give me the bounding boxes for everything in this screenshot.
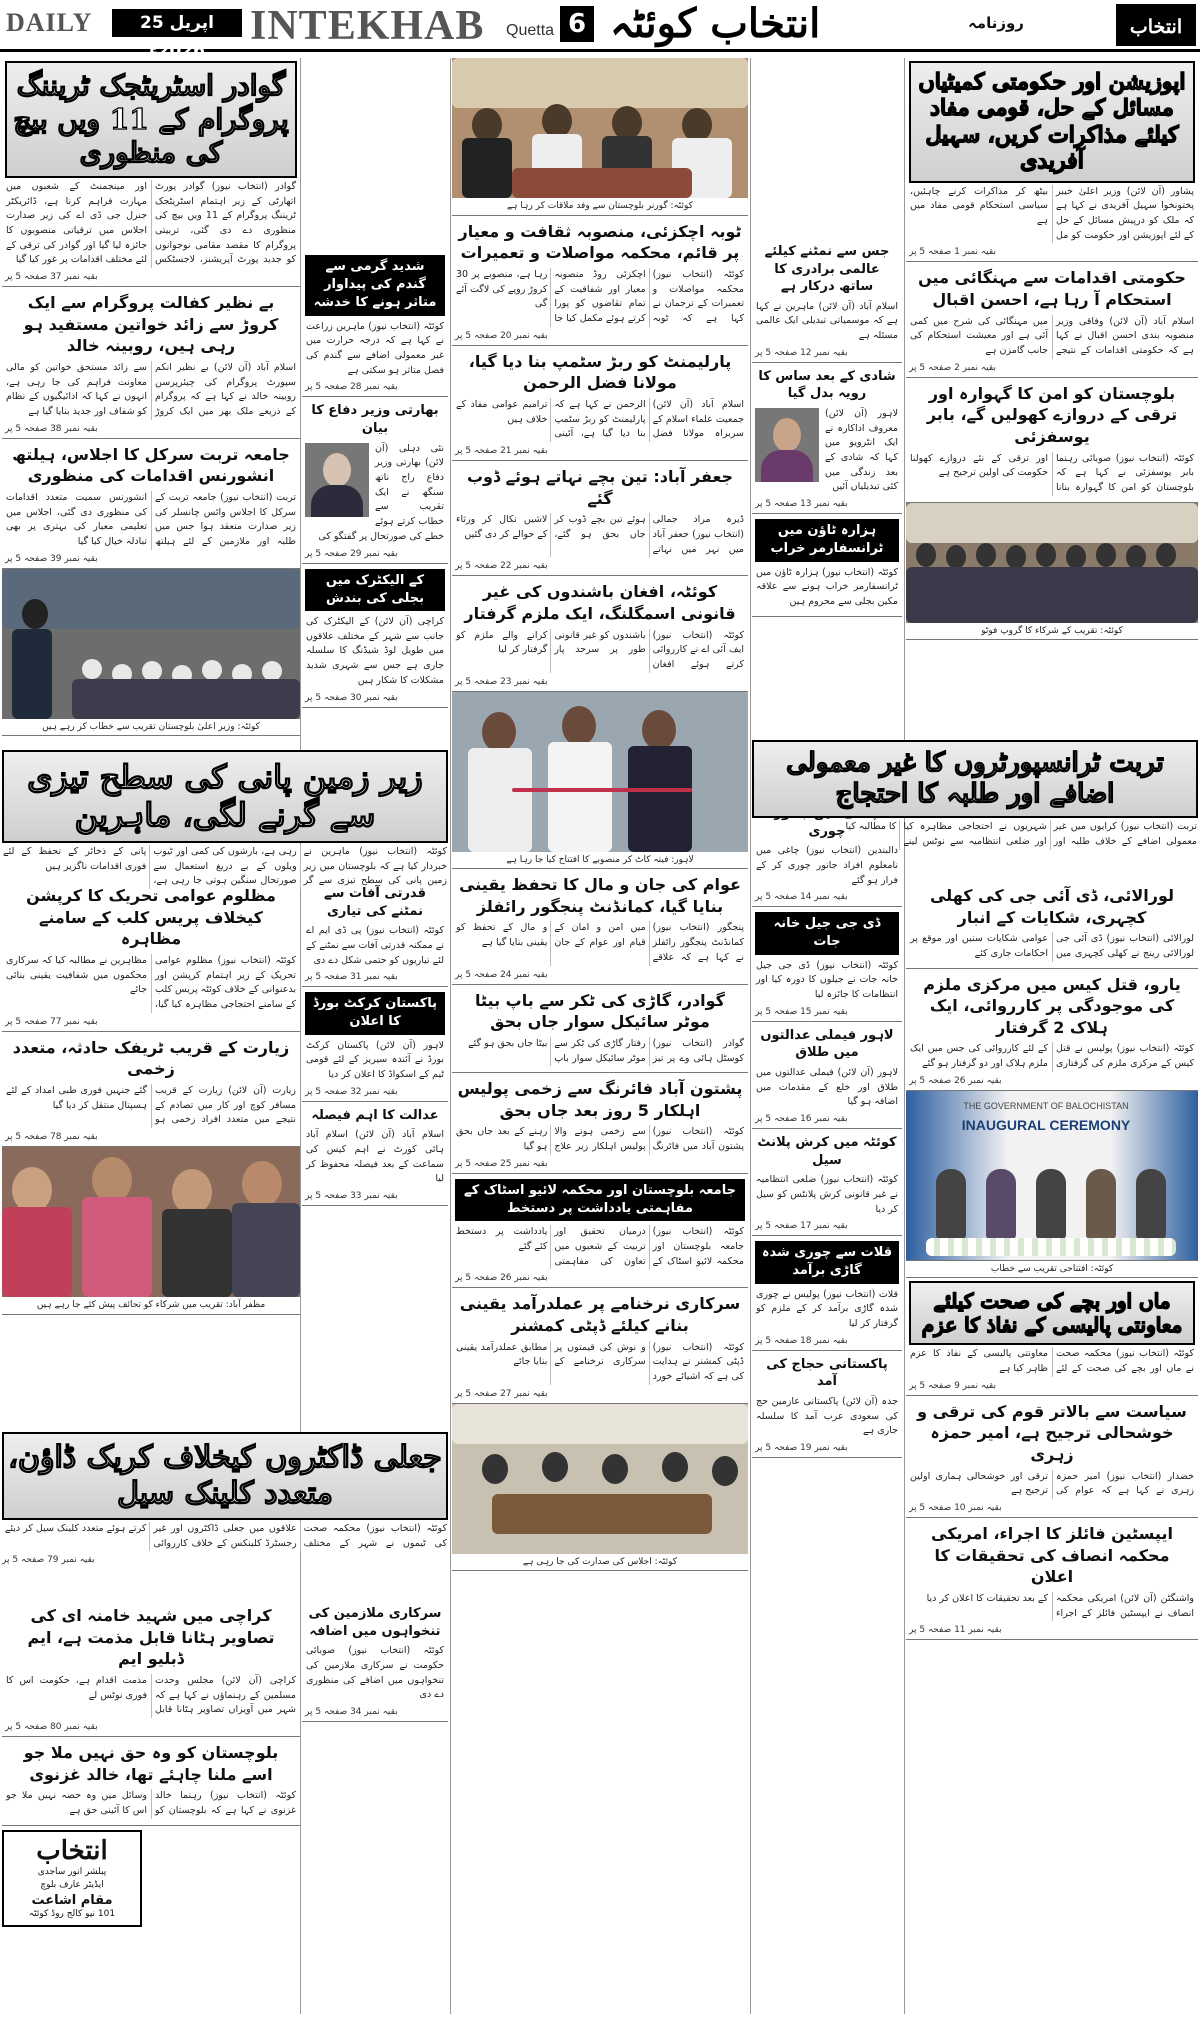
inaugural-text: INAUGURAL CEREMONY — [961, 1116, 1131, 1133]
continued-ref: بقیہ نمبر 23 صفحہ 5 پر — [455, 676, 548, 687]
news-story — [752, 238, 902, 363]
imprint-logo: انتخاب — [36, 1835, 108, 1866]
continued-ref: بقیہ نمبر 24 صفحہ 5 پر — [455, 969, 548, 980]
story-headline: بلوچستان کو امن کا گہوارہ اور ترقی کے دروازے کھولیں گے، بابر یوسفزئی — [926, 383, 1178, 446]
person — [986, 1169, 1016, 1239]
story-headline: جعفر آباد: تین بچے نہاتے ہوئے ڈوب گئے — [466, 467, 734, 508]
photo-caption: لاہور: فیتہ کاٹ کر منصوبے کا افتتاح کیا جا رہا ہے — [452, 852, 748, 870]
news-story — [752, 1351, 902, 1458]
story-body: قلات (انتخاب نیوز) پولیس نے چوری شدہ گاڑی برآمد کر کے ملزم کو گرفتار کر لیا — [756, 1288, 898, 1330]
person — [1036, 1169, 1066, 1239]
imprint-place-label: مقام اشاعت — [31, 1892, 113, 1908]
news-story — [906, 1278, 1198, 1395]
continued-ref: بقیہ نمبر 10 صفحہ 5 پر — [909, 1503, 1002, 1514]
photo-caption: کوئٹہ: وزیر اعلیٰ بلوچستان تقریب سے خطاب کر رہے ہیں — [2, 719, 300, 737]
continued-ref: بقیہ نمبر 9 صفحہ 5 پر — [909, 1380, 996, 1391]
story-headline: ہزارہ ٹاؤن میں ٹرانسفارمر خراب — [755, 519, 899, 561]
continued-ref: بقیہ نمبر 29 صفحہ 5 پر — [305, 548, 398, 559]
continued-ref: بقیہ نمبر 80 صفحہ 5 پر — [5, 1721, 98, 1732]
story-headline: گوادر اسٹریٹجک ٹریننگ پروگرام کے 11 ویں بیچ کی منظوری — [5, 61, 297, 178]
story-headline: ماں اور بچے کی صحت کیلئے معاونتی پالیسی کے نفاذ کا عزم — [909, 1281, 1195, 1345]
news-story — [906, 1518, 1198, 1640]
banner-body: کوئٹہ (انتخاب نیوز) ماہرین نے خبردار کیا ہے کہ بلوچستان میں زیر زمین پانی کی سطح تیزی سے گر رہی ہے، بارشوں کی کمی اور ٹیوب ویلوں کے بے دریغ استعمال سے صورتحال سنگین ہوتی جا رہی ہے، پانی کے ذخائر کے تحفظ کے لئے فوری اقدامات ناگزیر ہیں — [3, 845, 447, 887]
news-story — [906, 262, 1198, 377]
story-body: واشنگٹن (آن لائن) امریکی محکمہ انصاف نے ایپسٹین فائلز کے اجراء کے بعد تحقیقات کا اعلان کر دیا — [926, 1592, 1194, 1619]
story-body: کوئٹہ (انتخاب نیوز) ضلعی انتظامیہ نے غیر قانونی کرش پلانٹس کو سیل کر دیا — [756, 1174, 898, 1215]
story-body: گوادر (انتخاب نیوز) گوادر پورٹ اتھارٹی کے زیر اہتمام اسٹریٹجک ٹریننگ پروگرام کے 11 ویں بیچ کی منظوری دے دی گئی، تربیتی پروگرام کا مقصد مقامی نوجوانوں کو جدید پورٹ آپریشنز، لاجسٹکس اور مینجمنٹ کے شعبوں میں مہارت فراہم کرنا ہے، ڈائریکٹر جنرل جی ڈی اے کی زیر صدارت اجلاس میں ترقیاتی منصوبوں کا جائزہ لیا گیا اور گوادر کی ترقی کے لئے مختلف اقدامات پر غور کیا گیا — [6, 180, 296, 266]
masthead-city: Quetta — [506, 22, 555, 39]
news-photo — [452, 58, 748, 198]
story-body: لاہور (آن لائن) فیملی عدالتوں میں طلاق اور خلع کے مقدمات میں اضافہ ہو گیا — [756, 1066, 898, 1108]
imprint-box — [2, 1830, 142, 1928]
continued-ref: بقیہ نمبر 37 صفحہ 5 پر — [5, 272, 98, 283]
story-headline: چوری — [808, 823, 846, 839]
news-story — [2, 1737, 300, 1826]
story-headline: بے نظیر کفالت پروگرام سے ایک کروڑ سے زائد خواتین مستفید ہو رہی ہیں، روبینہ خالد — [23, 293, 279, 356]
continued-ref: بقیہ نمبر 14 صفحہ 5 پر — [755, 892, 848, 903]
continued-ref: بقیہ نمبر 78 صفحہ 5 پر — [5, 1132, 98, 1142]
continued-ref: بقیہ نمبر 20 صفحہ 5 پر — [455, 330, 548, 341]
news-story — [2, 58, 300, 287]
news-story — [2, 1600, 300, 1737]
story-headline: پارلیمنٹ کو ربڑ سٹمپ بنا دیا گیا، مولانا فضل الرحمن — [468, 351, 732, 393]
news-photo — [906, 503, 1198, 623]
continued-ref: بقیہ نمبر 39 صفحہ 5 پر — [5, 553, 98, 564]
story-body: کوئٹہ (انتخاب نیوز) ماہرین زراعت نے کہا ہے کہ درجہ حرارت میں غیر معمولی اضافے سے گندم کی فصل متاثر ہو سکتی ہے — [306, 320, 444, 376]
news-story — [302, 250, 448, 397]
imprint-address: 101 نیو کالج روڈ کوئٹہ — [28, 1908, 116, 1919]
continued-ref: بقیہ نمبر 15 صفحہ 5 پر — [755, 1006, 848, 1017]
continued-ref: بقیہ نمبر 13 صفحہ 5 پر — [755, 499, 848, 510]
news-story — [452, 1288, 748, 1403]
banner-headline: جعلی ڈاکٹروں کیخلاف کریک ڈاؤن، متعدد کلینک سیل — [2, 1432, 448, 1520]
news-story — [752, 1022, 902, 1129]
story-headline: سرکاری نرخنامے پر عملدرآمد یقینی بنانے کیلئے ڈپٹی کمشنر — [459, 1294, 741, 1335]
story-body: کوئٹہ (انتخاب نیوز) پولیس نے قتل کیس کے مرکزی ملزم کی گرفتاری کے لئے کارروائی کی جس میں ایک ملزم ہلاک اور دو گرفتار ہو گئے — [910, 1043, 1194, 1070]
news-story — [906, 880, 1198, 969]
story-body: اسلام آباد (آن لائن) جمعیت علماء اسلام کے سربراہ مولانا فضل الرحمن نے کہا ہے کہ پارلیمنٹ کو ربڑ سٹمپ بنا دیا گیا ہے، آئینی ترامیم عوامی مفاد کے خلاف ہیں — [456, 398, 744, 440]
story-body: لورالائی (انتخاب نیوز) ڈی آئی جی لورالائی رینج نے کھلی کچہری میں عوامی شکایات سنیں اور موقع پر احکامات جاری کئے — [910, 933, 1194, 959]
story-body: کوئٹہ (انتخاب نیوز) پشتون آباد میں فائرنگ سے زخمی ہونے والا پولیس اہلکار زیر علاج رہنے کے بعد جاں بحق ہو گیا — [456, 1126, 744, 1153]
news-photo — [2, 1147, 300, 1297]
story-body: گوادر (انتخاب نیوز) کوسٹل ہائی وے پر تیز رفتار گاڑی کی ٹکر سے موٹر سائیکل سوار باپ بیٹا جاں بحق ہو گئے — [468, 1037, 744, 1064]
banner-body: تربت (انتخاب نیوز) کرایوں میں غیر معمولی اضافے کے خلاف طلبہ اور شہریوں نے احتجاجی مظاہرہ کیا اور ضلعی انتظامیہ سے نوٹس لینے کا مطالبہ کیا — [845, 821, 1197, 848]
story-headline: قدرتی آفات سے نمٹنے کی تیاری — [324, 886, 426, 919]
imprint-editor: ایڈیٹر عارف بلوچ — [40, 1880, 104, 1891]
story-headline: کوئٹہ میں کرش پلانٹ سیل — [757, 1135, 897, 1168]
story-headline: عدالت کا اہم فیصلہ — [311, 1107, 439, 1123]
masthead-title-urdu: انتخاب کوئٹہ — [610, 0, 821, 47]
continued-ref: بقیہ نمبر 2 صفحہ 5 پر — [909, 362, 996, 373]
story-headline: عوام کی جان و مال کا تحفظ یقینی بنایا گیا، کمانڈنٹ پنجگور رائفلز — [459, 875, 741, 916]
column-4-lower — [752, 800, 902, 2010]
story-headline: یارو، قتل کیس میں مرکزی ملزم کی موجودگی پر کارروائی، ایک ہلاک 2 گرفتار — [923, 974, 1181, 1037]
story-body: کوئٹہ (انتخاب نیوز) صوبائی حکومت نے سرکاری ملازمین کی تنخواہوں میں اضافے کی منظوری دے دی — [306, 1645, 444, 1701]
continued-ref: بقیہ نمبر 25 صفحہ 5 پر — [455, 1158, 548, 1169]
story-body: کوئٹہ (انتخاب نیوز) ڈپٹی کمشنر نے ہدایت کی ہے کہ اشیائے خورد و نوش کی قیمتوں پر سرکاری نرخنامے کے مطابق عملدرآمد یقینی بنایا جائے — [456, 1341, 744, 1383]
story-headline: زیارت کے قریب ٹریفک حادثہ، متعدد زخمی — [12, 1037, 290, 1079]
story-headline: ڈی جی جیل خانہ جات — [755, 912, 899, 954]
story-body: کوئٹہ (انتخاب نیوز) ایف آئی اے نے کارروائی کرتے ہوئے افغان باشندوں کو غیر قانونی طور پر سرحد پار کرانے والے ملزم کو گرفتار کر لیا — [456, 629, 744, 670]
news-story — [302, 987, 448, 1102]
story-headline: بلوچستان کو وہ حق نہیں ملا جو اسے ملنا چاہئے تھا، خالد غزنوی — [23, 1742, 279, 1784]
person-photo — [305, 443, 369, 517]
photo-caption: کوئٹہ: افتتاحی تقریب سے خطاب — [906, 1261, 1198, 1279]
continued-ref: بقیہ نمبر 38 صفحہ 5 پر — [5, 423, 98, 434]
story-headline: پاکستان کرکٹ بورڈ کا اعلان — [305, 992, 445, 1034]
story-headline: سرکاری ملازمین کی تنخواہوں میں اضافہ — [308, 1606, 442, 1639]
story-headline: جامعہ بلوچستان اور محکمہ لائیو اسٹاک کے مفاہمتی یادداشت پر دستخط — [455, 1179, 745, 1221]
continued-ref: بقیہ نمبر 21 صفحہ 5 پر — [455, 446, 548, 456]
column-5-lower — [906, 880, 1198, 1640]
news-story — [452, 869, 748, 984]
column-1-lower — [2, 880, 300, 1315]
story-body: کوئٹہ (انتخاب نیوز) محکمہ صحت نے ماں اور بچے کی صحت کے لئے معاونتی پالیسی کے نفاذ کا عزم ظاہر کیا ہے — [910, 1348, 1194, 1375]
story-body: دالبندین (انتخاب نیوز) چاغی میں نامعلوم افراد جانور چوری کر کے فرار ہو گئے — [756, 845, 898, 886]
news-story — [302, 564, 448, 708]
continued-ref: بقیہ نمبر 22 صفحہ 5 پر — [455, 561, 548, 572]
news-story — [302, 397, 448, 563]
continued-ref: بقیہ نمبر 32 صفحہ 5 پر — [305, 1086, 398, 1097]
photo-caption: مظفر آباد: تقریب میں شرکاء کو تحائف پیش کئے جا رہے ہیں — [2, 1297, 300, 1315]
column-rule — [904, 58, 905, 2014]
news-story — [2, 880, 300, 1032]
continued-ref: بقیہ نمبر 33 صفحہ 5 پر — [305, 1191, 398, 1202]
story-headline: ایپسٹین فائلز کا اجراء، امریکی محکمہ انصاف کی تحقیقات کا اعلان — [931, 1524, 1173, 1587]
story-headline: کوئٹہ، افغان باشندوں کی غیر قانونی اسمگلنگ، ایک ملزم گرفتار — [464, 582, 736, 623]
continued-ref: بقیہ نمبر 27 صفحہ 5 پر — [455, 1388, 548, 1399]
news-story — [752, 1129, 902, 1236]
story-body: اسلام آباد (آن لائن) بے نظیر انکم سپورٹ پروگرام کی چیئرپرسن روبینہ خالد نے کہا ہے کہ پروگرام کے ذریعے ملک بھر میں ایک کروڑ سے زائد مستحق خواتین کو مالی معاونت فراہم کی جا رہی ہے، انہوں نے کہا کہ ادائیگیوں کے نظام کو شفاف اور جدید بنایا گیا ہے — [6, 361, 296, 418]
story-body: کوئٹہ (انتخاب نیوز) محکمہ مواصلات و تعمیرات کے ترجمان نے کہا ہے کہ ٹوبہ اچکزئی روڈ منصوبہ معیار اور شفافیت کے تمام تقاضوں کو پورا کرتے ہوئے مکمل کیا جا رہا ہے، منصوبے پر 30 کروڑ روپے کی لاگت آئے گی — [456, 268, 744, 324]
continued-ref: بقیہ نمبر 18 صفحہ 5 پر — [755, 1335, 848, 1346]
banner-headline: زیر زمین پانی کی سطح تیزی سے گرنے لگی، ماہرین — [2, 750, 448, 843]
news-story — [2, 287, 300, 439]
news-story — [2, 1032, 300, 1147]
story-headline: لورالائی، ڈی آئی جی کی کھلی کچہری، شکایات کے انبار — [929, 886, 1175, 927]
flowers — [926, 1238, 1176, 1256]
news-story — [906, 969, 1198, 1091]
masthead-logo — [1116, 4, 1196, 46]
continued-ref: بقیہ نمبر 34 صفحہ 5 پر — [305, 1706, 398, 1717]
story-headline: جس سے نمٹنے کیلئے عالمی برادری کا ساتھ درکار ہے — [764, 244, 890, 295]
story-body: لاہور (آن لائن) پاکستان کرکٹ بورڈ نے آئندہ سیریز کے لئے قومی ٹیم کے اسکواڈ کا اعلان کر دیا — [306, 1039, 444, 1081]
continued-ref: بقیہ نمبر 26 صفحہ 5 پر — [909, 1075, 1002, 1086]
continued-ref: بقیہ نمبر 11 صفحہ 5 پر — [909, 1625, 1002, 1636]
story-body: اسلام آباد (آن لائن) اسلام آباد ہائی کورٹ نے اہم کیس کی سماعت کے بعد فیصلہ محفوظ کر لیا — [306, 1129, 444, 1185]
continued-ref: بقیہ نمبر 28 صفحہ 5 پر — [305, 382, 398, 393]
person — [1086, 1169, 1116, 1239]
column-rule — [450, 58, 451, 2014]
news-story — [752, 1236, 902, 1351]
person-photo — [755, 408, 819, 482]
person — [936, 1169, 966, 1239]
news-story — [452, 985, 748, 1074]
masthead-date: 25 اپریل 2026ء — [112, 9, 242, 37]
continued-ref: بقیہ نمبر 17 صفحہ 5 پر — [755, 1221, 848, 1232]
news-story — [452, 461, 748, 576]
banner-story-2 — [2, 1432, 448, 1565]
story-body: ڈیرہ مراد جمالی (انتخاب نیوز) جعفر آباد میں نہر میں نہاتے ہوئے تین بچے ڈوب کر جاں بحق ہو گئے، لاشیں نکال کر ورثاء کے حوالے کر دی گئیں — [456, 514, 744, 555]
story-headline: لاہور فیملی عدالتوں میں طلاق — [760, 1027, 894, 1061]
story-body: جدہ (آن لائن) پاکستانی عازمین حج کی سعودی عرب آمد کا سلسلہ جاری ہے — [756, 1395, 898, 1437]
story-headline: شادی کے بعد ساس کا رویہ بدل گیا — [758, 368, 896, 402]
masthead-roznama: روزنامہ — [968, 14, 1024, 32]
ceremony-photo — [906, 1091, 1198, 1261]
story-body: کوئٹہ (انتخاب نیوز) پی ڈی ایم اے نے ممکنہ قدرتی آفات سے نمٹنے کے لئے تیاریوں کو حتمی شکل دے دی — [306, 925, 444, 966]
continued-ref: بقیہ نمبر 26 صفحہ 5 پر — [455, 1273, 548, 1284]
banner-story — [2, 750, 448, 891]
news-photo — [452, 1404, 748, 1554]
page-number: 6 — [560, 6, 594, 42]
news-story — [906, 378, 1198, 503]
column-2-lower — [302, 880, 448, 1430]
news-story — [452, 1174, 748, 1289]
story-body: کوئٹہ (انتخاب نیوز) جامعہ بلوچستان اور محکمہ لائیو اسٹاک کے درمیان تحقیق اور تربیت کے شعبوں میں تعاون کی مفاہمتی یادداشت پر دستخط کئے گئے — [456, 1226, 744, 1267]
news-story — [752, 907, 902, 1022]
story-headline: سیاست سے بالاتر قوم کی ترقی و خوشحالی ترجیح ہے، امیر حمزہ زہری — [917, 1401, 1187, 1465]
news-photo — [452, 692, 748, 852]
story-headline: قلات سے چوری شدہ گاڑی برآمد — [755, 1241, 899, 1283]
story-body: پشاور (آن لائن) وزیر اعلیٰ خیبر پختونخوا سہیل آفریدی نے کہا ہے کہ ملک کو درپیش مسائل کے حل کے لئے اپوزیشن اور حکومت کو مل بیٹھ کر مذاکرات کرنے چاہئیں، سیاسی استحکام قومی مفاد میں ہے — [910, 185, 1194, 241]
continued-ref: بقیہ نمبر 31 صفحہ 5 پر — [305, 972, 398, 983]
continued-ref: بقیہ نمبر 30 صفحہ 5 پر — [305, 692, 398, 703]
story-headline: حکومتی اقدامات سے مہنگائی میں استحکام آ رہا ہے، احسن اقبال — [918, 268, 1186, 310]
news-story — [452, 576, 748, 691]
person — [1136, 1169, 1166, 1239]
photo-caption: کوئٹہ: اجلاس کی صدارت کی جا رہی ہے — [452, 1554, 748, 1572]
story-body: کوئٹہ (انتخاب نیوز) ڈی جی جیل خانہ جات نے جیلوں کا دورہ کیا اور انتظامات کا جائزہ لیا — [756, 959, 898, 1001]
masthead-title-english: INTEKHAB — [250, 3, 485, 49]
story-headline: گوادر، گاڑی کی ٹکر سے باپ بیٹا موٹر سائیکل سوار جاں بحق — [475, 990, 725, 1032]
news-story — [906, 58, 1198, 262]
news-story — [452, 216, 748, 346]
continued-ref: بقیہ نمبر 16 صفحہ 5 پر — [755, 1114, 848, 1125]
banner-story-right — [752, 740, 1198, 852]
continued-ref: بقیہ نمبر 19 صفحہ 5 پر — [755, 1443, 848, 1454]
news-story — [752, 514, 902, 617]
story-headline: پاکستانی حجاج کی آمد — [766, 1356, 888, 1390]
government-text: THE GOVERNMENT OF BALOCHISTAN — [963, 1100, 1129, 1111]
logo-text: انتخاب — [1129, 16, 1183, 38]
continued-ref: بقیہ نمبر 79 صفحہ 5 پر — [2, 1555, 95, 1566]
story-headline: کراچی میں شہید خامنہ ای کی تصاویر ہٹانا قابل مذمت ہے، ایم ڈبلیو ایم — [27, 1606, 275, 1669]
story-body: زیارت (آن لائن) زیارت کے قریب مسافر کوچ اور کار میں تصادم کے نتیجے میں متعدد افراد زخمی ہو گئے جنہیں فوری طبی امداد کے لئے ہسپتال منتقل کر دیا گیا — [6, 1084, 296, 1126]
photo-caption: کوئٹہ: گورنر بلوچستان سے وفد ملاقات کر رہا ہے — [452, 198, 748, 216]
news-story — [302, 1600, 448, 1722]
news-story — [452, 346, 748, 461]
news-story — [2, 439, 300, 569]
story-headline: پشتون آباد فائرنگ سے زخمی پولیس اہلکار 5 روز بعد جاں بحق — [457, 1079, 743, 1120]
story-body: کوئٹہ (انتخاب نیوز) رہنما خالد غزنوی نے کہا ہے کہ بلوچستان کو وسائل میں وہ حصہ نہیں ملا جو اس کا آئینی حق ہے — [6, 1790, 296, 1816]
story-headline: مظلوم عوامی تحریک کا کرپشن کیخلاف پریس کلب کے سامنے مظاہرہ — [26, 886, 276, 949]
story-body: پنجگور (انتخاب نیوز) کمانڈنٹ پنجگور رائفلز نے کہا ہے کہ علاقے میں امن و امان کے قیام اور عوام کے جان و مال کے تحفظ کو یقینی بنایا گیا ہے — [456, 922, 744, 963]
news-story — [906, 1396, 1198, 1518]
column-rule — [300, 58, 301, 2014]
column-2 — [302, 250, 448, 750]
news-story — [302, 880, 448, 987]
news-story — [452, 1073, 748, 1174]
column-4-spacer — [752, 58, 902, 238]
story-body: تربت (انتخاب نیوز) جامعہ تربت کے سرکل کا اجلاس وائس چانسلر کی زیر صدارت منعقد ہوا جس میں طلبہ اور ملازمین کے لئے ہیلتھ انشورنس سمیت متعدد اقدامات کی منظوری دی گئی، اجلاس میں تعلیمی معیار کی بہتری پر بھی تبادلہ خیال کیا گیا — [6, 491, 296, 548]
story-body: خضدار (انتخاب نیوز) امیر حمزہ زہری نے کہا ہے کہ عوام کی ترقی اور خوشحالی ہماری اولین ترجیح ہے — [910, 1470, 1194, 1497]
banner-headline: تربت ٹرانسپورٹروں کا غیر معمولی اضافے اور طلبہ کا احتجاج — [752, 740, 1198, 818]
story-body: لاہور (آن لائن) معروف اداکارہ نے ایک انٹرویو میں کہا کہ شادی کے بعد زندگی میں کئی تبدیلیاں آئیں — [825, 407, 898, 493]
photo-caption: کوئٹہ: تقریب کے شرکاء کا گروپ فوٹو — [906, 623, 1198, 641]
story-body: کوئٹہ (انتخاب نیوز) ہزارہ ٹاؤن میں ٹرانسفارمر خراب ہونے سے علاقہ مکین بجلی سے محروم ہیں — [756, 566, 898, 608]
column-1-bottom — [2, 1600, 300, 1927]
masthead-daily: DAILY — [6, 8, 93, 37]
story-headline: جامعہ تربت سرکل کا اجلاس، ہیلتھ انشورنس اقدامات کی منظوری — [12, 444, 290, 486]
story-body: کراچی (آن لائن) کے الیکٹرک کی جانب سے شہر کے مختلف علاقوں میں طویل لوڈ شیڈنگ کا سلسلہ جاری ہے جس سے شہری شدید مشکلات کا شکار ہیں — [306, 615, 444, 686]
story-headline: کے الیکٹرک میں بجلی کی بندش — [305, 569, 445, 611]
continued-ref: بقیہ نمبر 12 صفحہ 5 پر — [755, 347, 848, 358]
story-body: کوئٹہ (انتخاب نیوز) مظلوم عوامی تحریک کے زیر اہتمام کرپشن اور بدعنوانی کے خلاف کوئٹہ پریس کلب کے سامنے احتجاجی مظاہرہ کیا گیا، مظاہرین نے مطالبہ کیا کہ سرکاری محکموں میں شفافیت یقینی بنائی جائے — [6, 954, 296, 1010]
story-headline: ٹوبہ اچکزئی، منصوبہ ثقافت و معیار پر قائم، محکمہ مواصلات و تعمیرات — [458, 221, 742, 263]
continued-ref: بقیہ نمبر 1 صفحہ 5 پر — [909, 247, 996, 258]
column-3 — [452, 58, 748, 2014]
news-story — [302, 1102, 448, 1206]
story-body: نئی دہلی (آن لائن) بھارتی وزیر دفاع راج ناتھ سنگھ نے ایک تقریب سے خطاب کرتے ہوئے خطے کی صورتحال پر گفتگو کی — [318, 442, 444, 542]
continued-ref: بقیہ نمبر 77 صفحہ 5 پر — [5, 1016, 98, 1027]
column-rule — [750, 58, 751, 2014]
story-body: اسلام آباد (آن لائن) وفاقی وزیر منصوبہ بندی احسن اقبال نے کہا ہے کہ حکومتی اقدامات کے نتیجے میں مہنگائی کی شرح میں کمی آئی ہے اور معیشت استحکام کی جانب گامزن ہے — [910, 315, 1194, 357]
story-body: کراچی (آن لائن) مجلس وحدت مسلمین کے رہنماؤں نے کہا ہے کہ شہر میں آویزاں تصاویر ہٹانا قابل مذمت اقدام ہے، حکومت اس کا فوری نوٹس لے — [6, 1674, 296, 1716]
column-2-bottom — [302, 1600, 448, 2010]
masthead — [0, 0, 1200, 61]
banner-body: کوئٹہ (انتخاب نیوز) محکمہ صحت کی ٹیموں نے شہر کے مختلف علاقوں میں جعلی ڈاکٹروں اور غیر رجسٹرڈ کلینکس کے خلاف کارروائی کرتے ہوئے متعدد کلینک سیل کر دیئے — [4, 1523, 447, 1549]
story-body: اسلام آباد (آن لائن) ماہرین نے کہا ہے کہ موسمیاتی تبدیلی ایک عالمی مسئلہ ہے — [756, 300, 898, 342]
news-story — [752, 363, 902, 514]
imprint-publisher: پبلشر انور ساجدی — [37, 1866, 107, 1877]
news-photo — [2, 569, 300, 719]
story-headline: اپوزیشن اور حکومتی کمیٹیاں مسائل کے حل، قومی مفاد کیلئے مذاکرات کریں، سہیل آفریدی — [909, 61, 1195, 183]
story-headline: بھارتی وزیر دفاع کا بیان — [311, 403, 439, 436]
story-body: کوئٹہ (انتخاب نیوز) صوبائی رہنما بابر یوسفزئی نے کہا ہے کہ بلوچستان کو امن کا گہوارہ بنانا اور ترقی کے نئے دروازے کھولنا حکومت کی اولین ترجیح ہے — [910, 452, 1194, 493]
story-headline: شدید گرمی سے گندم کی پیداوار متاثر ہونے کا خدشہ — [305, 255, 445, 316]
